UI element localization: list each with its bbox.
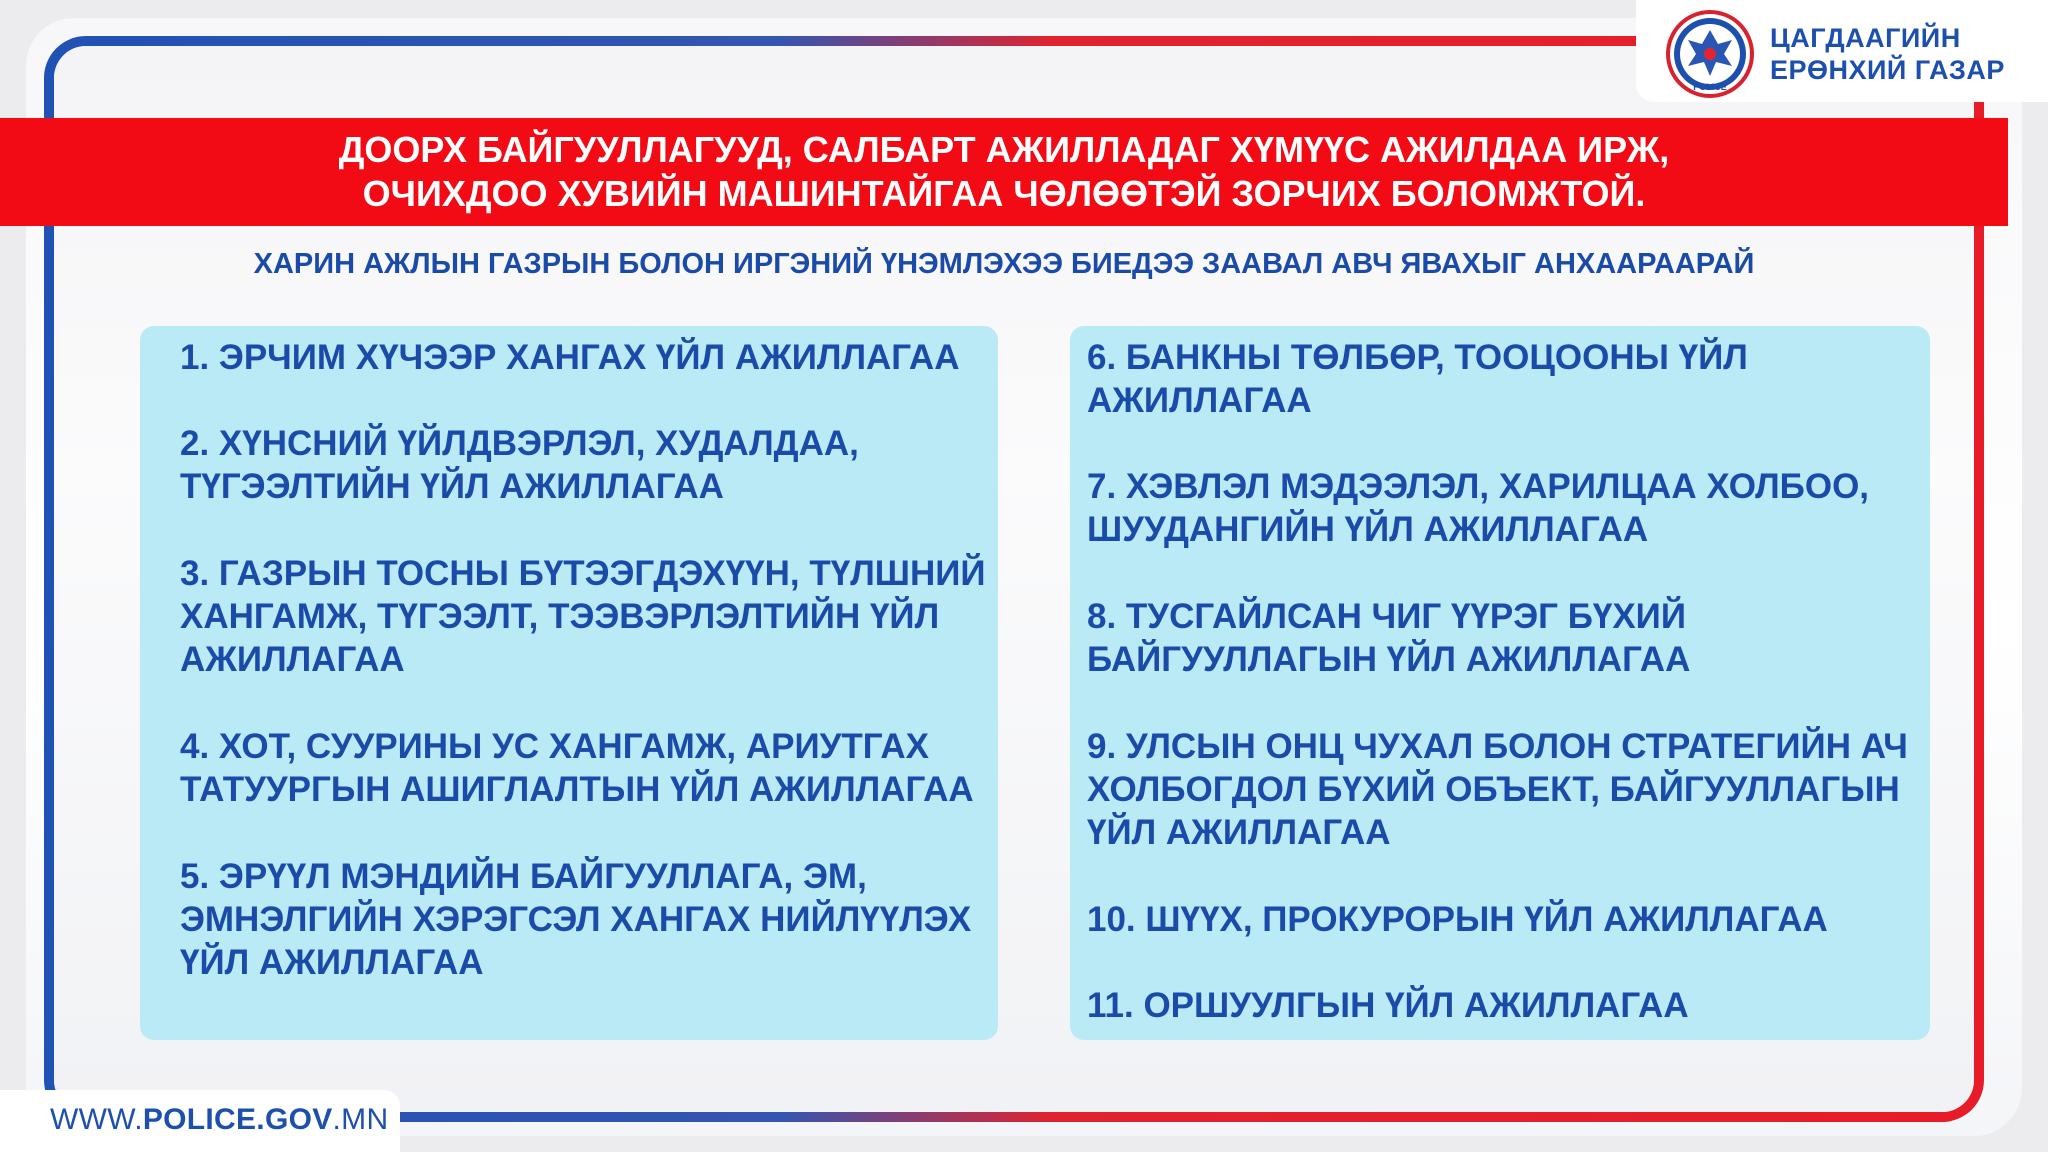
list-item-line: 3. ГАЗРЫН ТОСНЫ БҮТЭЭГДЭХҮҮН, ТҮЛШНИЙ — [180, 554, 986, 593]
org-name — [1770, 22, 2005, 86]
list-item-line: 5. ЭРҮҮЛ МЭНДИЙН БАЙГУУЛЛАГА, ЭМ, — [180, 857, 867, 896]
list-item-line: БАЙГУУЛЛАГЫН ҮЙЛ АЖИЛЛАГАА — [1087, 640, 1691, 679]
list-item-5 — [180, 855, 971, 984]
list-item-line: 4. ХОТ, СУУРИНЫ УС ХАНГАМЖ, АРИУТГАХ — [180, 727, 930, 766]
url-prefix: WWW. — [50, 1103, 143, 1136]
list-item-line: 1. ЭРЧИМ ХҮЧЭЭР ХАНГАХ ҮЙЛ АЖИЛЛАГАА — [180, 338, 960, 377]
list-item-4 — [180, 725, 974, 811]
org-name-line1: ЦАГДААГИЙН — [1770, 23, 1961, 53]
list-item-line: ШУУДАНГИЙН ҮЙЛ АЖИЛЛАГАА — [1087, 510, 1649, 549]
list-item-line: 7. ХЭВЛЭЛ МЭДЭЭЛЭЛ, ХАРИЛЦАА ХОЛБОО, — [1087, 467, 1870, 506]
list-item-8 — [1087, 595, 1690, 681]
list-item-2 — [180, 422, 859, 508]
org-name-line2: ЕРӨНХИЙ ГАЗАР — [1770, 55, 2005, 85]
list-item-line: АЖИЛЛАГАА — [180, 640, 405, 679]
list-item-3 — [180, 552, 986, 681]
list-item-9 — [1087, 725, 1908, 854]
list-item-11 — [1087, 984, 1689, 1027]
url-domain: POLICE.GOV — [142, 1103, 333, 1136]
list-item-line: ХАНГАМЖ, ТҮГЭЭЛТ, ТЭЭВЭРЛЭЛТИЙН ҮЙЛ — [180, 597, 940, 636]
list-item-line: ТАТУУРГЫН АШИГЛАЛТЫН ҮЙЛ АЖИЛЛАГАА — [180, 770, 974, 809]
svg-text:POLICE: POLICE — [1693, 82, 1727, 92]
list-item-10 — [1087, 898, 1828, 941]
notice-text: ХАРИН АЖЛЫН ГАЗРЫН БОЛОН ИРГЭНИЙ ҮНЭМЛЭХЭЭ БИЕДЭЭ ЗААВАЛ АВЧ ЯВАХЫГ АНХААРААРАЙ — [253, 248, 1755, 280]
headline-line1: ДООРХ БАЙГУУЛЛАГУУД, САЛБАРТ АЖИЛЛАДАГ ХҮМҮҮС АЖИЛДАА ИРЖ, — [338, 129, 1670, 170]
list-item-1 — [180, 336, 960, 379]
list-item-line: ҮЙЛ АЖИЛЛАГАА — [1087, 813, 1391, 852]
list-item-line: ТҮГЭЭЛТИЙН ҮЙЛ АЖИЛЛАГАА — [180, 467, 724, 506]
headline-line2: ОЧИХДОО ХУВИЙН МАШИНТАЙГАА ЧӨЛӨӨТЭЙ ЗОРЧИХ БОЛОМЖТОЙ. — [362, 173, 1646, 214]
list-item-7 — [1087, 465, 1869, 551]
url-suffix: .MN — [332, 1103, 389, 1136]
police-emblem-icon — [1666, 10, 1754, 98]
list-item-line: 9. УЛСЫН ОНЦ ЧУХАЛ БОЛОН СТРАТЕГИЙН АЧ — [1087, 727, 1908, 766]
list-item-line: ЭМНЭЛГИЙН ХЭРЭГСЭЛ ХАНГАХ НИЙЛҮҮЛЭХ — [180, 900, 972, 939]
list-item-line: 11. ОРШУУЛГЫН ҮЙЛ АЖИЛЛАГАА — [1087, 986, 1689, 1025]
list-item-line: 2. ХҮНСНИЙ ҮЙЛДВЭРЛЭЛ, ХУДАЛДАА, — [180, 424, 859, 463]
list-item-line: АЖИЛЛАГАА — [1087, 381, 1312, 420]
list-item-line: 10. ШҮҮХ, ПРОКУРОРЫН ҮЙЛ АЖИЛЛАГАА — [1087, 900, 1828, 939]
list-item-line: ХОЛБОГДОЛ БҮХИЙ ОБЪЕКТ, БАЙГУУЛЛАГЫН — [1087, 770, 1900, 809]
list-item-line: 6. БАНКНЫ ТӨЛБӨР, ТООЦООНЫ ҮЙЛ — [1087, 338, 1748, 377]
list-item-line: ҮЙЛ АЖИЛЛАГАА — [180, 943, 484, 982]
list-item-line: 8. ТУСГАЙЛСАН ЧИГ ҮҮРЭГ БҮХИЙ — [1087, 597, 1686, 636]
headline-text — [0, 128, 2008, 216]
website-link[interactable] — [50, 1100, 388, 1140]
list-item-6 — [1087, 336, 1748, 422]
